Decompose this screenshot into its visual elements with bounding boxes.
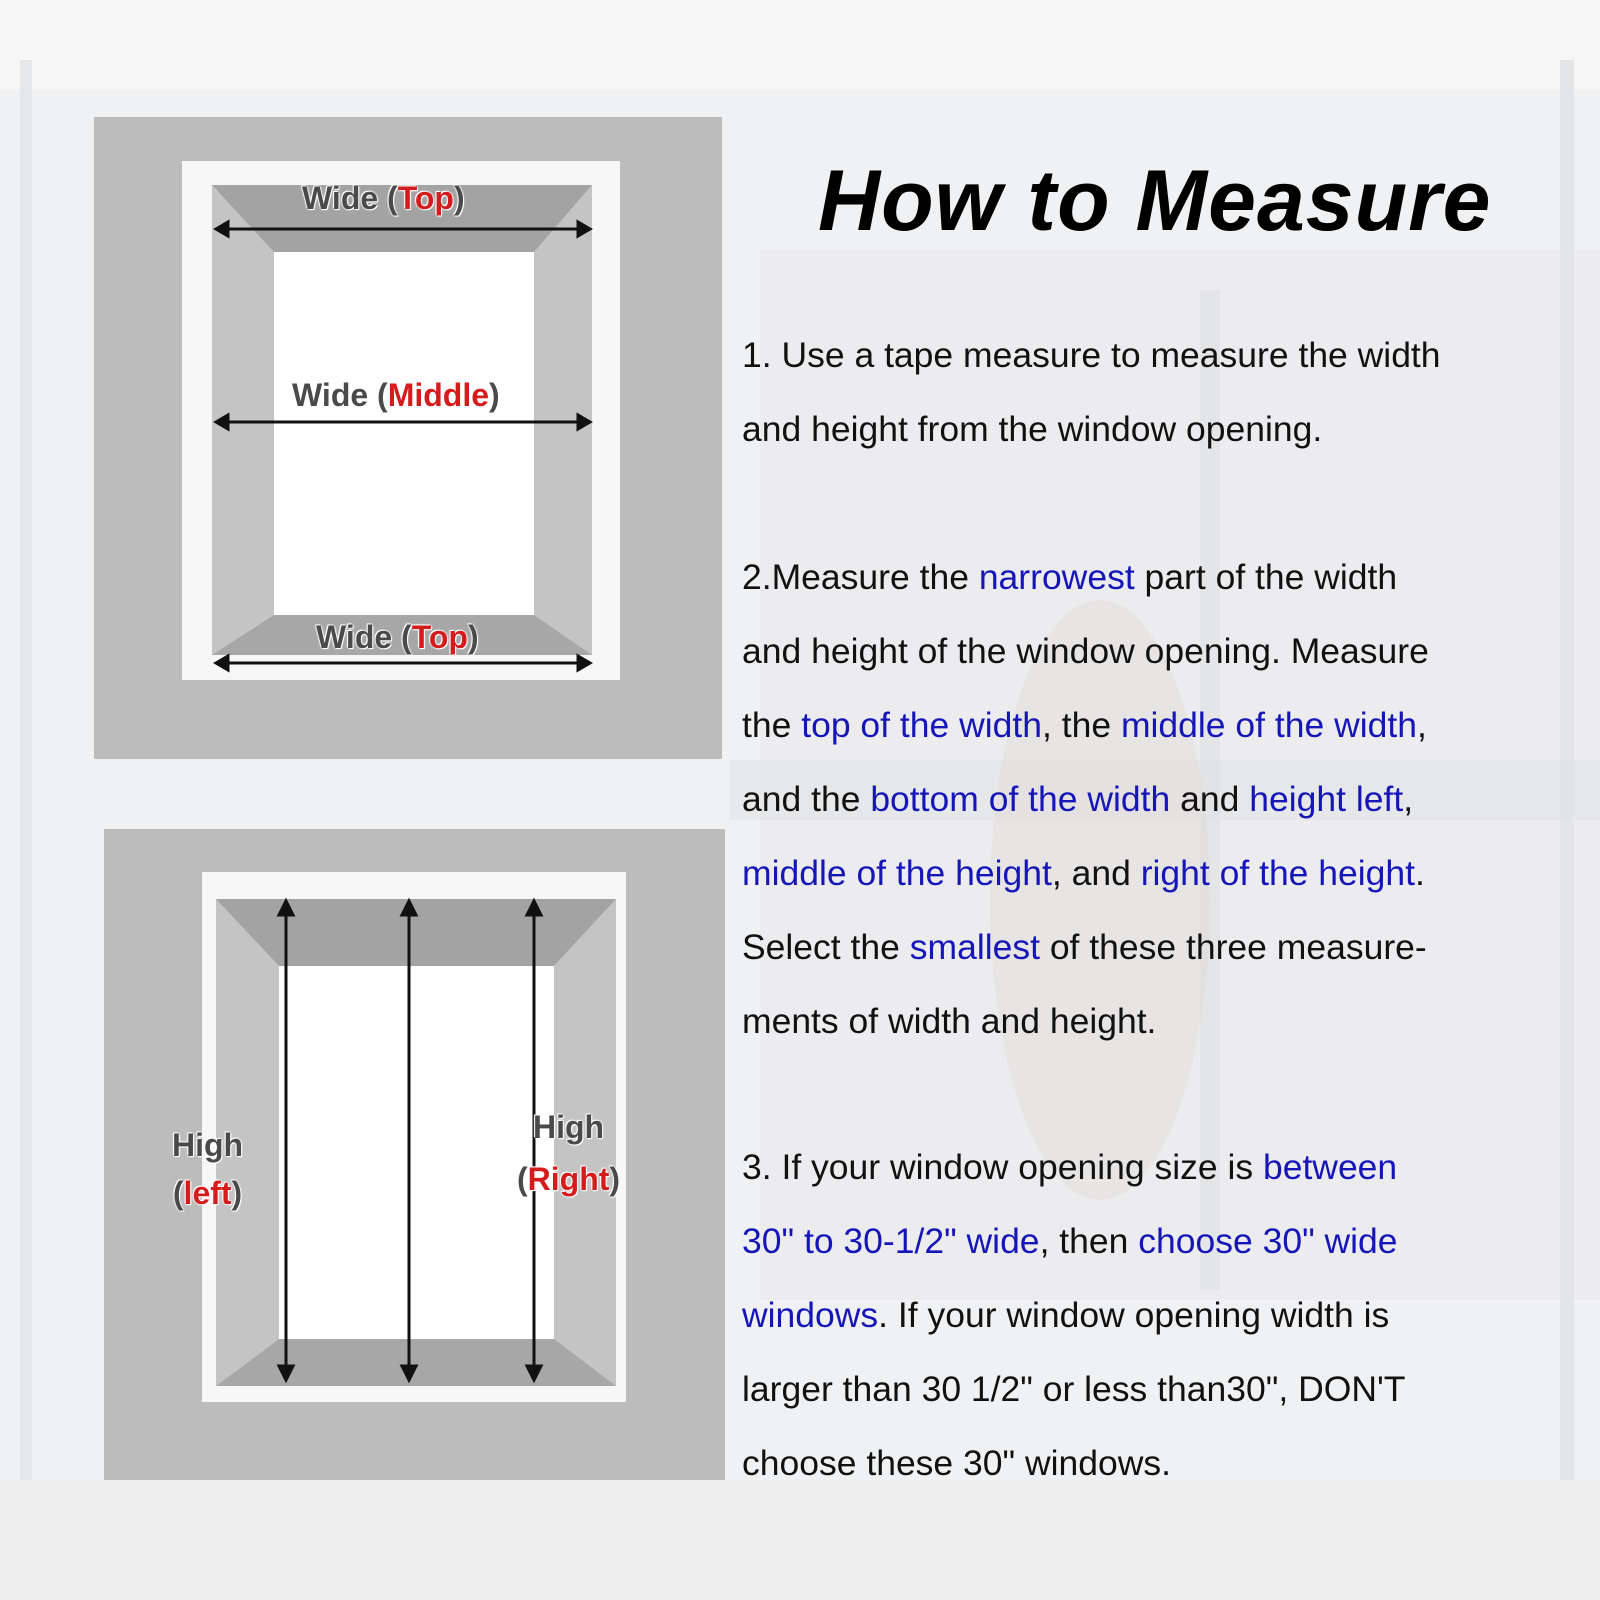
high-right-label: High (Right) [517, 1109, 621, 1197]
step-2-line: middle of the height, and right of the height. [742, 853, 1425, 893]
step-2-line: Select the smallest of these three measure- [742, 927, 1427, 967]
window-glass [279, 966, 554, 1339]
width-diagram [94, 117, 722, 759]
top-bevel [216, 899, 616, 966]
highlight-right-of-height: right of the height [1140, 853, 1416, 893]
step-3-line: 3. If your window opening size is between [742, 1147, 1398, 1187]
wide-middle-label: Wide (Middle) [292, 377, 500, 413]
step-3-line: larger than 30 1/2" or less than30", DON'T [742, 1369, 1406, 1409]
bottom-bevel [216, 1339, 616, 1386]
step-2-line: and the bottom of the width and height left, [742, 779, 1414, 819]
step-1-line: 1. Use a tape measure to measure the width [742, 335, 1441, 375]
step-2-line: 2.Measure the narrowest part of the width [742, 557, 1398, 597]
highlight-height-left: height left [1249, 779, 1404, 819]
step-2-line: and height of the window opening. Measure [742, 631, 1429, 671]
highlight-size-range: 30" to 30-1/2" wide [742, 1221, 1040, 1261]
highlight-choose-30-wide: choose 30" wide [1138, 1221, 1398, 1261]
step-2-line: ments of width and height. [742, 1001, 1157, 1041]
step-3-line: choose these 30" windows. [742, 1443, 1171, 1483]
highlight-smallest: smallest [909, 927, 1040, 967]
highlight-middle-of-height: middle of the height [742, 853, 1052, 893]
page-title: How to Measure [818, 153, 1492, 249]
step-2 [742, 540, 1600, 1058]
high-left-label: High (left) [172, 1127, 244, 1211]
highlight-narrowest: narrowest [978, 557, 1135, 597]
highlight-bottom-of-width: bottom of the width [870, 779, 1171, 819]
step-2-line: the top of the width, the middle of the width, [742, 705, 1427, 745]
step-3 [742, 1130, 1600, 1500]
wide-top-label: Wide (Top) [302, 180, 465, 216]
step-1 [742, 318, 1600, 466]
height-diagram [104, 829, 725, 1480]
window-glass [274, 252, 534, 615]
highlight-top-of-width: top of the width [801, 705, 1042, 745]
step-1-line: and height from the window opening. [742, 409, 1323, 449]
highlight-middle-of-width: middle of the width [1120, 705, 1417, 745]
step-3-line: 30" to 30-1/2" wide, then choose 30" wide [742, 1221, 1398, 1261]
highlight-windows: windows [742, 1295, 879, 1335]
highlight-between: between [1262, 1147, 1398, 1187]
step-3-line: windows. If your window opening width is [742, 1295, 1390, 1335]
wide-bottom-label: Wide (Top) [316, 619, 479, 655]
